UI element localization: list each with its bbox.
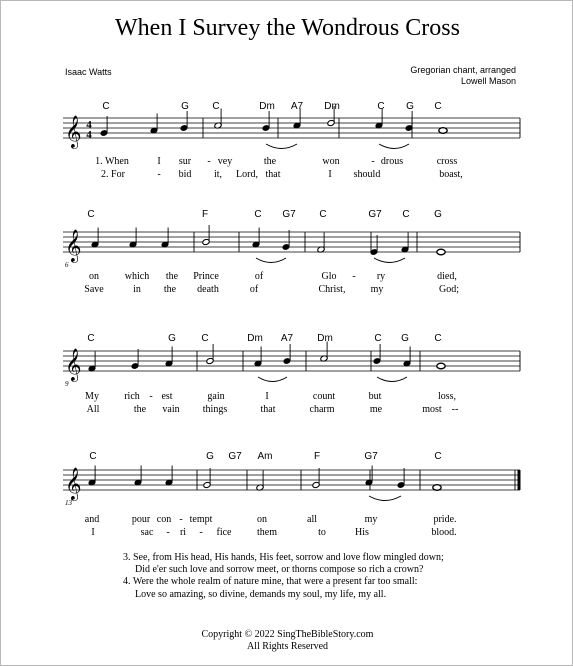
chord-symbol: C [87, 333, 95, 344]
lyric-syllable: death [197, 284, 219, 295]
lyric-syllable: and [84, 514, 100, 525]
treble-clef-icon: 𝄞 [65, 115, 82, 148]
lyric-syllable: I [157, 156, 161, 167]
chord-symbol: C [434, 451, 442, 462]
whole-note-icon [433, 485, 441, 491]
chord-symbol: G [168, 333, 176, 344]
chord-symbol: C [87, 209, 95, 220]
whole-note-icon [437, 249, 445, 255]
lyric-syllable: charm [309, 404, 335, 415]
whole-note-icon [437, 363, 445, 369]
lyric-syllable: fice [216, 527, 232, 538]
lyric-syllable: most [422, 404, 442, 415]
lyric-syllable: con [156, 514, 172, 525]
chord-symbol: C [102, 101, 110, 112]
lyric-syllable: ri [179, 527, 187, 538]
chord-symbol: Am [257, 451, 273, 462]
slur-icon [379, 144, 409, 149]
lyric-syllable: pour [131, 514, 151, 525]
slur-icon [256, 258, 286, 263]
song-title: When I Survey the Wondrous Cross [115, 15, 460, 41]
chord-symbol: C [374, 333, 382, 344]
lyric-syllable: I [328, 169, 332, 180]
time-signature-bottom: 4 [86, 129, 92, 141]
lyric-syllable: cross [436, 156, 458, 167]
lyric-syllable: - [207, 156, 211, 167]
stanza-3-line-1: 3. See, from His head, His hands, His feet, sorrow and love flow mingled down; [123, 552, 444, 563]
lyric-syllable: it, [213, 169, 223, 180]
chord-symbol: Dm [317, 333, 333, 344]
lyric-syllable: Prince [193, 271, 219, 282]
lyric-syllable: I [91, 527, 95, 538]
staff-system [63, 466, 521, 508]
lyric-syllable: them [257, 527, 277, 538]
lyric-syllable: which [124, 271, 150, 282]
chord-symbol: G [206, 451, 214, 462]
stanza-4-line-1: 4. Were the whole realm of nature mine, that were a present far too small: [123, 576, 418, 587]
lyric-syllable: things [202, 404, 228, 415]
lyric-syllable: should [353, 169, 381, 180]
lyric-syllable: the [165, 271, 179, 282]
lyric-syllable: my [370, 284, 384, 295]
chord-symbol: G [406, 101, 414, 112]
measure-number: 6 [65, 261, 69, 269]
staff-system [63, 106, 520, 149]
stanza-4-line-2: Love so amazing, so divine, demands my soul, my life, my all. [135, 589, 387, 600]
lyric-syllable: on [89, 271, 99, 282]
chord-symbol: F [313, 451, 321, 462]
lyric-syllable: my [364, 514, 378, 525]
copyright-footer [1, 629, 573, 653]
lyric-syllable: but [368, 391, 382, 402]
lyric-syllable: vey [217, 156, 233, 167]
lyric-syllable: died, [437, 271, 457, 282]
lyric-syllable: 2. For [101, 169, 125, 180]
lyric-syllable: - [179, 514, 183, 525]
chord-symbol: G7 [228, 451, 242, 462]
chord-symbol: G [181, 101, 189, 112]
lyric-syllable: 1. When [95, 156, 129, 167]
lyric-syllable: rich [124, 391, 140, 402]
lyric-syllable: - [166, 527, 170, 538]
lyric-syllable: drous [380, 156, 404, 167]
arranger-line: Gregorian chant, arranged [410, 65, 516, 75]
lyric-syllable: me [369, 404, 383, 415]
treble-clef-icon: 𝄞 [65, 229, 82, 262]
copyright-line: Copyright © 2022 SingTheBibleStory.com [201, 629, 374, 640]
lyric-syllable: My [85, 391, 99, 402]
arranger-line: Lowell Mason [460, 76, 516, 86]
time-signature-top: 4 [86, 119, 92, 131]
chord-symbol: C [377, 101, 385, 112]
chord-symbol: C [319, 209, 327, 220]
lyric-syllable: - [157, 169, 161, 180]
chord-symbol: F [201, 209, 209, 220]
author-credit: Isaac Watts [65, 67, 112, 77]
chord-symbol: Dm [247, 333, 263, 344]
lyric-syllable: loss, [437, 391, 457, 402]
lyric-syllable: God; [439, 284, 459, 295]
staff-system [63, 342, 520, 389]
lyric-syllable: I [265, 391, 269, 402]
lyric-syllable: - [149, 391, 153, 402]
lyric-syllable: Christ, [318, 284, 346, 295]
measure-number: 9 [65, 380, 69, 388]
lyric-syllable: of [254, 271, 264, 282]
lyric-syllable: the [133, 404, 147, 415]
lyric-syllable: pride. [433, 514, 457, 525]
staff-system [63, 225, 520, 269]
chord-symbol: Dm [324, 101, 340, 112]
lyric-syllable: tempt [189, 514, 213, 525]
lyric-syllable: all [307, 514, 317, 525]
lyric-syllable: vain [162, 404, 180, 415]
slur-icon [369, 496, 401, 501]
chord-symbol: Dm [259, 101, 275, 112]
measure-number: 13 [65, 499, 72, 507]
chord-symbol: C [434, 333, 442, 344]
chord-symbol: C [89, 451, 97, 462]
lyric-syllable: Save [84, 284, 104, 295]
lyric-syllable: gain [207, 391, 225, 402]
music-score [1, 1, 573, 621]
slur-icon [377, 377, 407, 382]
chord-symbol: G [401, 333, 409, 344]
chord-symbol: G7 [282, 209, 296, 220]
whole-note-icon [439, 128, 447, 134]
chord-symbol: C [402, 209, 410, 220]
lyric-syllable: est [161, 391, 173, 402]
chord-symbol: C [212, 101, 220, 112]
lyric-syllable: that [265, 169, 281, 180]
chord-symbol: C [434, 101, 442, 112]
slur-icon [258, 377, 287, 382]
lyric-syllable: His [355, 527, 369, 538]
lyric-syllable: - [199, 527, 203, 538]
lyric-syllable: blood. [431, 527, 457, 538]
lyric-syllable: sur [178, 156, 192, 167]
chord-symbol: G7 [368, 209, 382, 220]
lyric-syllable: -- [451, 404, 459, 415]
lyric-syllable: the [263, 156, 277, 167]
final-barline-icon [518, 470, 521, 490]
chord-symbol: A7 [280, 333, 294, 344]
chord-symbol: A7 [290, 101, 304, 112]
slur-icon [374, 258, 405, 263]
lyric-syllable: Lord, [236, 169, 258, 180]
chord-symbol: G [434, 209, 442, 220]
slur-icon [266, 144, 297, 149]
lyric-syllable: sac [140, 527, 154, 538]
lyric-syllable: boast, [439, 169, 463, 180]
chord-symbol: C [254, 209, 262, 220]
lyric-syllable: that [260, 404, 276, 415]
lyric-syllable: on [257, 514, 267, 525]
rights-line: All Rights Reserved [246, 641, 329, 652]
lyric-syllable: to [318, 527, 326, 538]
chord-symbol: G7 [364, 451, 378, 462]
lyric-syllable: won [322, 156, 340, 167]
lyric-syllable: in [133, 284, 141, 295]
lyric-syllable: ry [376, 271, 386, 282]
lyric-syllable: - [352, 271, 356, 282]
treble-clef-icon: 𝄞 [65, 348, 82, 381]
lyric-syllable: the [163, 284, 177, 295]
lyric-syllable: of [249, 284, 259, 295]
lyric-syllable: - [371, 156, 375, 167]
lyric-syllable: bid [178, 169, 192, 180]
treble-clef-icon: 𝄞 [65, 467, 82, 500]
stanza-3-line-2: Did e'er such love and sorrow meet, or thorns compose so rich a crown? [135, 564, 424, 575]
lyric-syllable: Glo [321, 271, 337, 282]
chord-symbol: C [201, 333, 209, 344]
lyric-syllable: All [86, 404, 100, 415]
lyric-syllable: count [312, 391, 336, 402]
